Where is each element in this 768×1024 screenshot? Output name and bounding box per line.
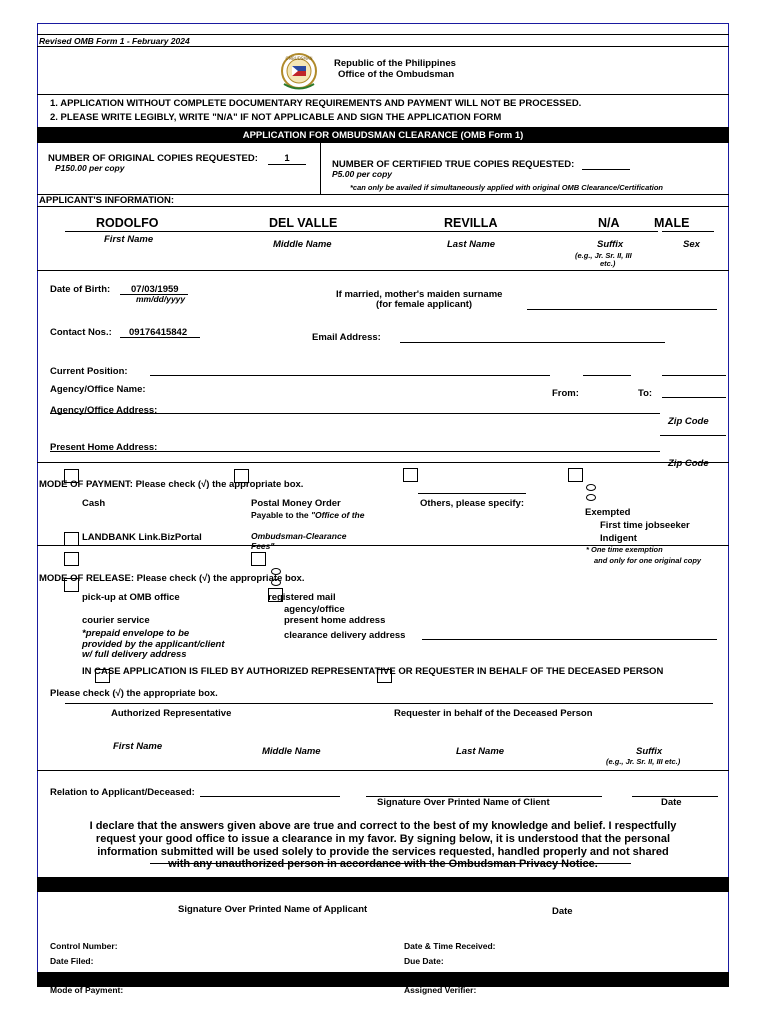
original-price: P150.00 per copy <box>55 163 125 173</box>
divider <box>37 770 729 771</box>
field-line <box>268 164 306 165</box>
divider <box>37 206 729 207</box>
field-line <box>662 375 726 376</box>
release-title: MODE OF RELEASE: Please check (√) the appropriate box. <box>39 573 305 584</box>
dob-value[interactable]: 07/03/1959 <box>131 284 179 295</box>
payment-title: MODE OF PAYMENT: Please check (√) the appropriate box. <box>39 479 304 490</box>
declaration-line-2: request your good office to issue a clearance in my favor. By signing below, it is understood that the personal <box>95 833 671 845</box>
client-date-label: Date <box>661 797 682 808</box>
rep-first-label: First Name <box>113 741 163 752</box>
footer-bar <box>37 877 729 892</box>
agency-option: agency/office <box>284 604 345 615</box>
exempt-note-2: and only for one original copy <box>594 556 702 565</box>
divider <box>37 46 729 47</box>
payable-text: Payable to the <box>251 510 311 520</box>
others-label: Others, please specify: <box>420 498 525 509</box>
indigent-radio[interactable] <box>586 494 596 501</box>
from-label: From: <box>552 388 579 399</box>
cash-label: Cash <box>82 498 106 509</box>
others-checkbox[interactable] <box>403 468 418 482</box>
office-text: Office of the Ombudsman <box>338 69 455 80</box>
agency-address-field[interactable] <box>50 413 660 414</box>
pmo-label: Postal Money Order <box>251 498 341 509</box>
notice-1: 1. APPLICATION WITHOUT COMPLETE DOCUMENTARY REQUIREMENTS AND PAYMENT WILL NOT BE PROCESSED. <box>50 98 582 109</box>
exempt-note: * One time exemption <box>586 545 663 554</box>
applicant-date-label: Date <box>552 906 573 917</box>
zip-code-label-2: Zip Code <box>668 458 709 469</box>
rep-middle-label: Middle Name <box>262 746 321 757</box>
to-label: To: <box>638 388 653 399</box>
original-copies-label: NUMBER OF ORIGINAL COPIES REQUESTED: <box>48 153 258 164</box>
rep-last-label: Last Name <box>456 746 505 757</box>
form-title: APPLICATION FOR OMBUDSMAN CLEARANCE (OMB Form 1) <box>242 130 524 141</box>
due-date-label: Due Date: <box>404 956 444 966</box>
email-field[interactable] <box>400 342 665 343</box>
pickup-checkbox[interactable] <box>64 552 79 566</box>
email-label: Email Address: <box>312 332 381 343</box>
rep-suffix-label: Suffix <box>636 746 663 757</box>
sex-line <box>662 231 714 232</box>
client-signature-label: Signature Over Printed Name of Client <box>377 797 550 808</box>
prepaid-note-2: provided by the applicant/client <box>82 639 225 650</box>
divider <box>37 270 729 271</box>
registered-checkbox[interactable] <box>251 552 266 566</box>
prepaid-note-3: w/ full delivery address <box>82 649 187 660</box>
first-name-label: First Name <box>104 234 154 245</box>
zip-field[interactable] <box>660 435 726 436</box>
home-address-field[interactable] <box>50 451 660 452</box>
bottom-bar <box>37 972 729 987</box>
suffix-hint: (e.g., Jr. Sr. II, III <box>575 251 632 260</box>
form-revision: Revised OMB Form 1 - February 2024 <box>39 36 190 46</box>
applicant-section-title: APPLICANT'S INFORMATION: <box>39 195 175 206</box>
home-address-label: Present Home Address: <box>50 442 158 453</box>
middle-name-label: Middle Name <box>273 239 332 250</box>
applicant-signature-label: Signature Over Printed Name of Applicant <box>178 904 368 915</box>
position-field[interactable] <box>150 375 550 376</box>
maiden-label: If married, mother's maiden surname <box>336 289 503 300</box>
indigent-label: Indigent <box>600 533 637 544</box>
position-label: Current Position: <box>50 366 128 377</box>
divider <box>320 143 321 194</box>
divider <box>37 94 729 95</box>
suffix-label: Suffix <box>597 239 624 250</box>
notice-2: 2. PLEASE WRITE LEGIBLY, WRITE "N/A" IF NOT APPLICABLE AND SIGN THE APPLICATION FORM <box>50 112 502 123</box>
courier-label: courier service <box>82 615 150 626</box>
rep-suffix-hint: (e.g., Jr. Sr. II, III etc.) <box>606 757 681 766</box>
last-name-value[interactable]: REVILLA <box>444 216 498 230</box>
maiden-field[interactable] <box>527 309 717 310</box>
certified-note: *can only be availed if simultaneously applied with original OMB Clearance/Certification <box>350 183 663 192</box>
jobseeker-label: First time jobseeker <box>600 520 690 531</box>
sex-label: Sex <box>683 239 700 250</box>
divider <box>37 462 729 463</box>
relation-label: Relation to Applicant/Deceased: <box>50 787 195 798</box>
agency-label: Agency/Office Name: <box>50 384 146 395</box>
dob-format: mm/dd/yyyy <box>136 294 186 304</box>
clearance-field[interactable] <box>422 639 717 640</box>
declaration-line-3: information submitted will be used solely to provide the services requested, handled properly and not shared <box>97 846 669 858</box>
first-name-value[interactable]: RODOLFO <box>96 216 159 230</box>
certified-copies-label: NUMBER OF CERTIFIED TRUE COPIES REQUESTED: <box>332 159 575 170</box>
ombudsman-seal-icon <box>276 51 322 93</box>
representative-title: IN CASE APPLICATION IS FILED BY AUTHORIZED REPRESENTATIVE OR REQUESTER IN BEHALF OF THE DECEASED PERSON <box>82 666 664 677</box>
maiden-sub: (for female applicant) <box>376 299 473 310</box>
payable-name: "Office of the <box>311 510 365 520</box>
zip-code-label: Zip Code <box>668 416 709 427</box>
exempted-checkbox[interactable] <box>568 468 583 482</box>
to-field[interactable] <box>662 397 726 398</box>
home-option: present home address <box>284 615 386 626</box>
landbank-checkbox[interactable] <box>64 532 79 546</box>
date-received-label: Date & Time Received: <box>404 941 496 951</box>
divider <box>37 34 729 35</box>
original-copies-value[interactable]: 1 <box>284 153 290 164</box>
assigned-verifier-label: Assigned Verifier: <box>404 985 477 995</box>
certified-copies-field[interactable] <box>582 169 630 170</box>
payable-cont-2: Fees" <box>251 541 275 551</box>
field-line <box>583 375 631 376</box>
prepaid-note: *prepaid envelope to be <box>82 628 190 639</box>
payable-cont: Ombudsman-Clearance <box>251 531 347 541</box>
others-field[interactable] <box>418 493 526 494</box>
middle-name-value[interactable]: DEL VALLE <box>269 216 338 230</box>
strike-line <box>150 863 631 864</box>
suffix-value[interactable]: N/A <box>598 216 620 230</box>
mode-of-payment-label: Mode of Payment: <box>50 985 124 995</box>
dob-label: Date of Birth: <box>50 284 111 295</box>
clearance-option: clearance delivery address <box>284 630 406 641</box>
requester-label: Requester in behalf of the Deceased Person <box>394 708 593 719</box>
authorized-label: Authorized Representative <box>111 708 232 719</box>
suffix-hint-2: etc.) <box>600 259 616 268</box>
payable-label <box>251 510 364 520</box>
contact-value[interactable]: 09176415842 <box>129 327 188 338</box>
certified-price: P5.00 per copy <box>332 169 393 179</box>
relation-field[interactable] <box>200 796 340 797</box>
registered-label: registered mail <box>268 592 336 603</box>
representative-check: Please check (√) the appropriate box. <box>50 688 218 699</box>
divider <box>65 703 713 704</box>
agency-address-label: Agency/Office Address: <box>50 405 158 416</box>
control-number-label: Control Number: <box>50 941 118 951</box>
name-line <box>65 231 658 232</box>
republic-text: Republic of the Philippines <box>334 58 456 69</box>
date-filed-label: Date Filed: <box>50 956 94 966</box>
contact-label: Contact Nos.: <box>50 327 112 338</box>
pickup-label: pick-up at OMB office <box>82 592 180 603</box>
declaration-line-1: I declare that the answers given above are true and correct to the best of my knowledge and belief. I respectfully <box>89 820 677 832</box>
sex-value[interactable]: MALE <box>654 216 690 230</box>
declaration-line-4: with any unauthorized person in accordance with the Ombudsman Privacy Notice. <box>168 858 598 870</box>
jobseeker-radio[interactable] <box>586 484 596 491</box>
exempted-label: Exempted <box>585 507 631 518</box>
landbank-label: LANDBANK Link.BizPortal <box>82 532 202 543</box>
svg-text:OMBUDSMAN: OMBUDSMAN <box>285 56 313 61</box>
field-line <box>120 337 200 338</box>
last-name-label: Last Name <box>447 239 496 250</box>
